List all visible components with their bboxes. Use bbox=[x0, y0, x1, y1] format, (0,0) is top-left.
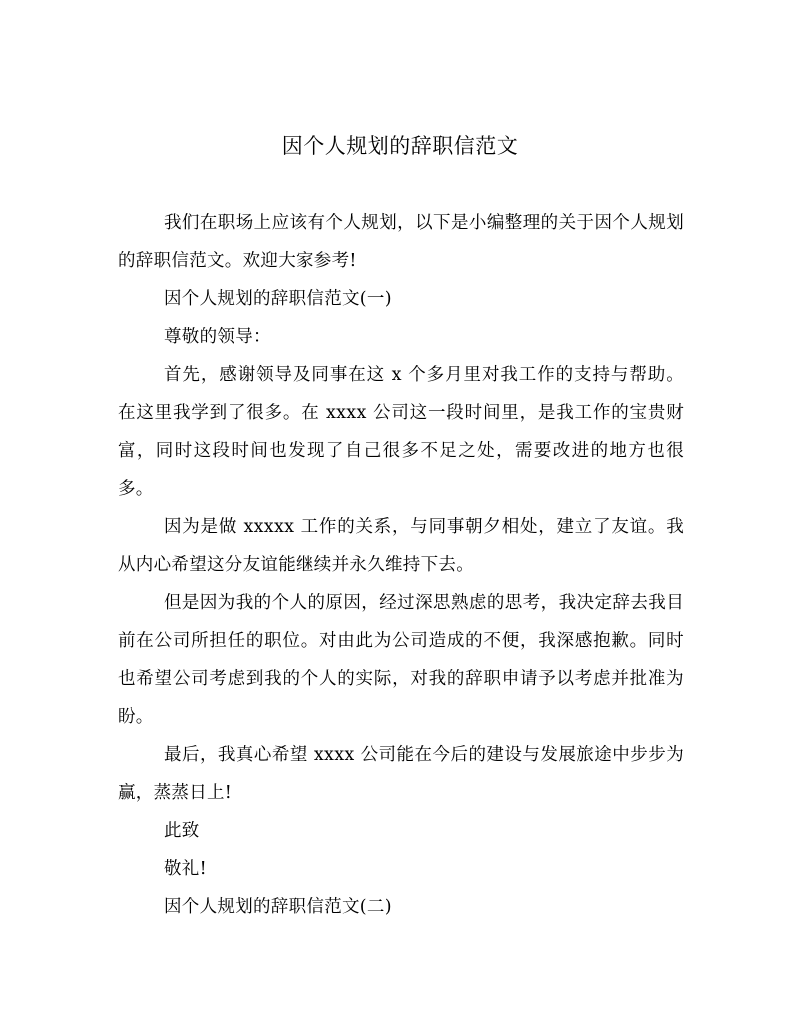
section-heading-1: 因个人规划的辞职信范文(一) bbox=[164, 289, 392, 309]
closing-regards: 敬礼! bbox=[164, 859, 207, 879]
letter-paragraph: 最后，我真心希望 xxxx 公司能在今后的建设与发展旅途中步步为赢，蒸蒸日上! bbox=[118, 745, 684, 803]
document-body bbox=[118, 204, 684, 926]
salutation: 尊敬的领导： bbox=[164, 327, 271, 347]
letter-paragraph: 首先，感谢领导及同事在这 x 个多月里对我工作的支持与帮助。在这里我学到了很多。在 xxxx 公司这一段时间里，是我工作的宝贵财富，同时这段时间也发现了自己很多不足之处，需要改进的地方也很多。 bbox=[118, 365, 684, 499]
intro-paragraph: 我们在职场上应该有个人规划，以下是小编整理的关于因个人规划的辞职信范文。欢迎大家参考! bbox=[118, 213, 684, 271]
document-title: 因个人规划的辞职信范文 bbox=[281, 134, 519, 158]
section-heading-2: 因个人规划的辞职信范文(二) bbox=[164, 897, 392, 917]
letter-paragraph: 但是因为我的个人的原因，经过深思熟虑的思考，我决定辞去我目前在公司所担任的职位。对由此为公司造成的不便，我深感抱歉。同时也希望公司考虑到我的个人的实际，对我的辞职申请予以考虑并批准为盼。 bbox=[118, 593, 684, 727]
letter-paragraph: 因为是做 xxxxx 工作的关系，与同事朝夕相处，建立了友谊。我从内心希望这分友谊能继续并永久维持下去。 bbox=[118, 517, 684, 575]
closing-line: 此致 bbox=[164, 821, 200, 841]
